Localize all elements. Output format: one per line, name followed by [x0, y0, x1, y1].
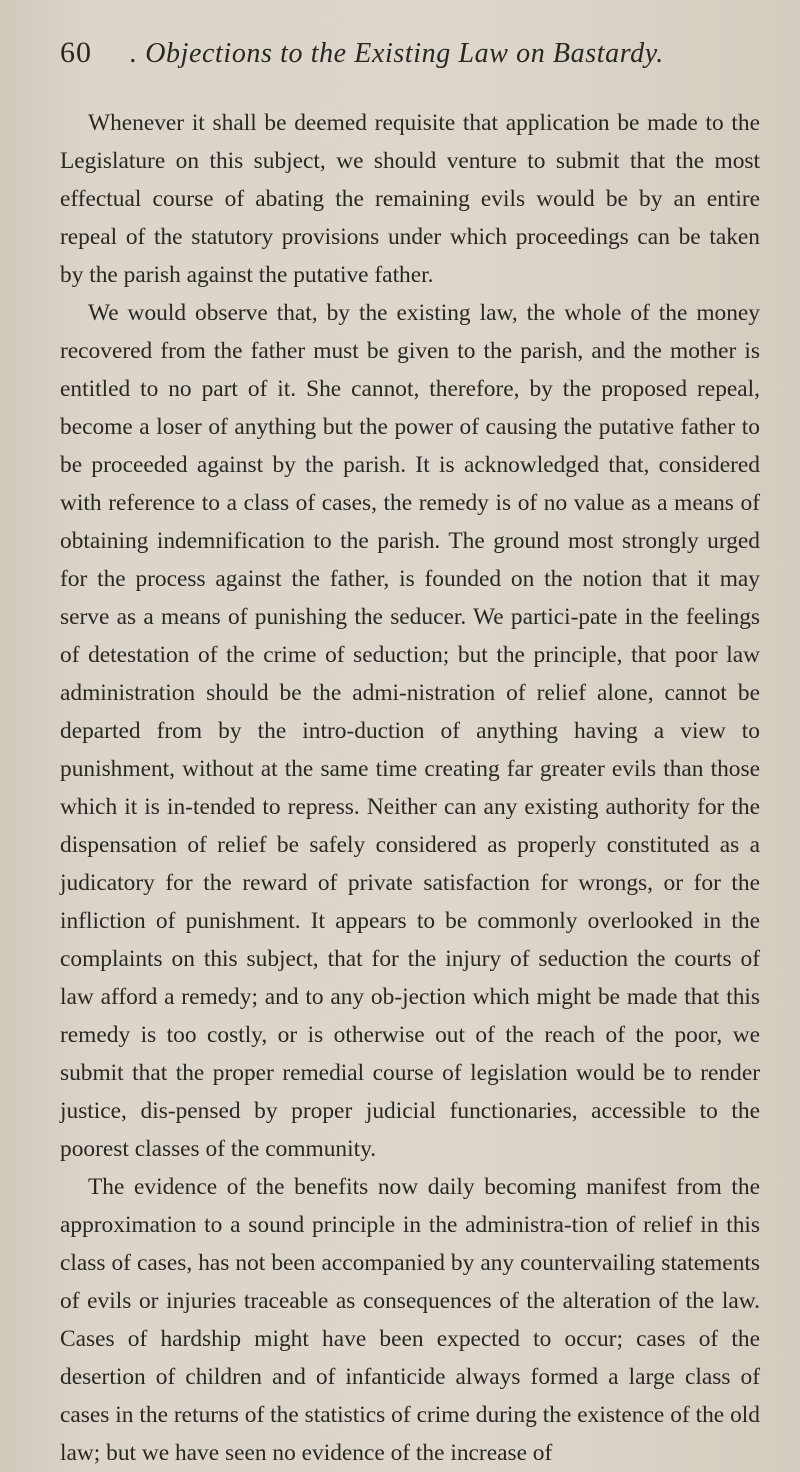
running-title: . Objections to the Existing Law on Bastardy.: [130, 38, 664, 69]
paragraph-repeal-proposal: Whenever it shall be deemed requisite that application be made to the Legislature on this subject, we should venture to submit that the most effectual course of abating the remaining evils would be by an entire repeal of the statutory provisions under which proceedings can be taken by the parish against the putative father.: [60, 110, 760, 288]
running-head: [60, 36, 760, 76]
page-number: 60: [60, 36, 92, 69]
body-text: [60, 104, 760, 1472]
paragraph-existing-law: We would observe that, by the existing law, the whole of the money recovered from the father must be given to the parish, and the mother is entitled to no part of it. She cannot, therefore, by the proposed repeal, become a loser of anything but the power of causing the putative father to be proceeded against by the parish. It is acknowledged that, considered with reference to a class of cases, the remedy is of no value as a means of obtaining indemnification to the parish. The ground most strongly urged for the process against the father, is founded on the notion that it may serve as a means of punishing the seducer. We partici-pate in the feelings of detestation of the crime of seduction; but the principle, that poor law administration should be the admi-nistration of relief alone, cannot be departed from by the intro-duction of anything having a view to punishment, without at the same time creating far greater evils than those which it is in-tended to repress. Neither can any existing authority for the dispensation of relief be safely considered as properly constituted as a judicatory for the reward of private satisfaction for wrongs, or for the infliction of punishment. It appears to be commonly overlooked in the complaints on this subject, that for the injury of seduction the courts of law afford a remedy; and to any ob-jection which might be made that this remedy is too costly, or is otherwise out of the reach of the poor, we submit that the proper remedial course of legislation would be to render justice, dis-pensed by proper judicial functionaries, accessible to the poorest classes of the community.: [60, 300, 760, 1162]
paragraph-evidence-of-benefits: The evidence of the benefits now daily becoming manifest from the approximation to a sound principle in the administra-tion of relief in this class of cases, has not been accompanied by any countervailing statements of evils or injuries traceable as consequences of the alteration of the law. Cases of hardship might have been expected to occur; cases of the desertion of children and of infanticide always formed a large class of cases in the returns of the statistics of crime during the existence of the old law; but we have seen no evidence of the increase of: [60, 1174, 760, 1466]
